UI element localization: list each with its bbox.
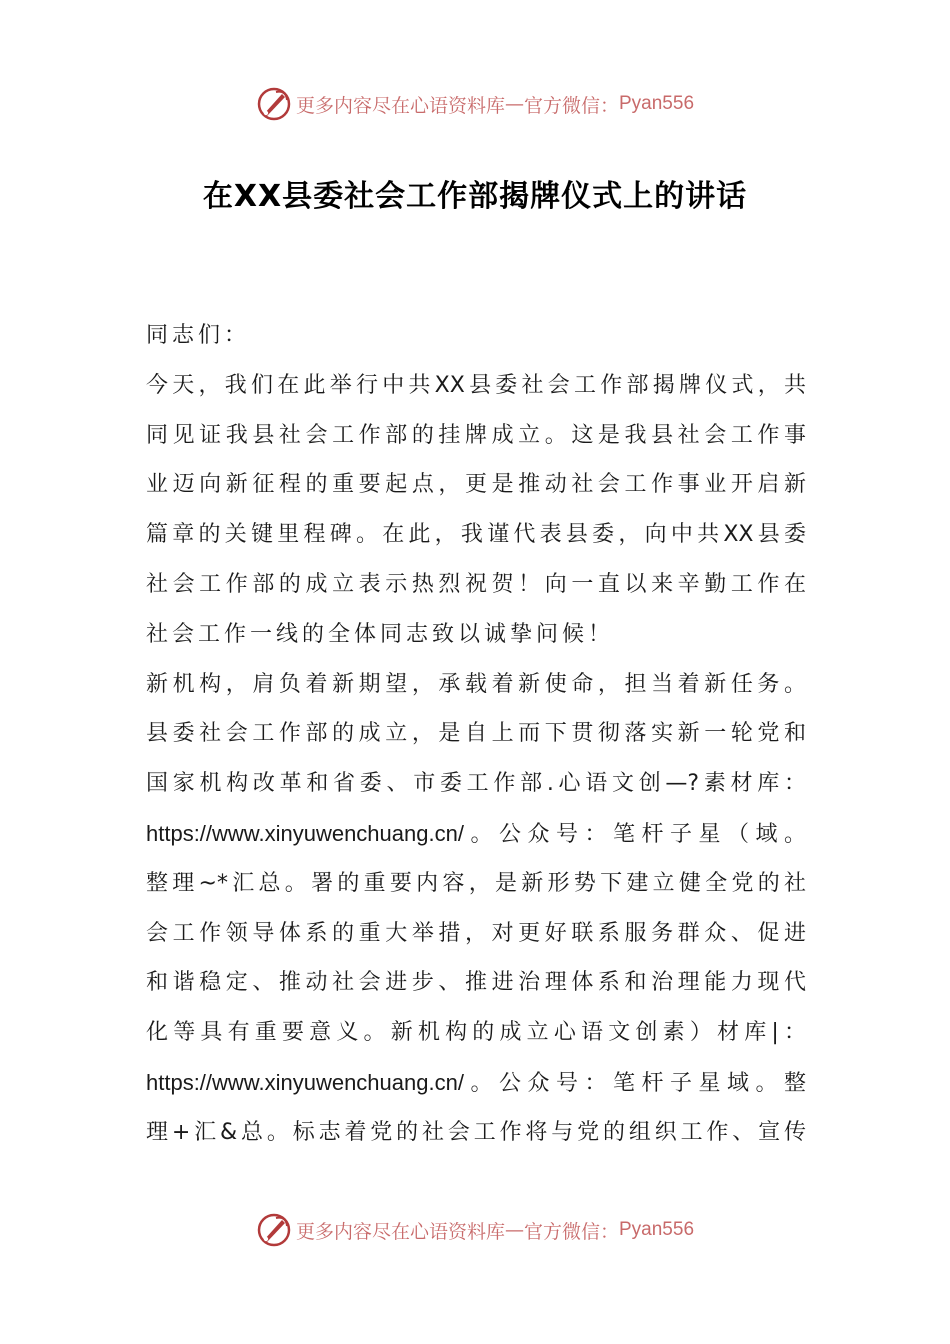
quill-logo-icon <box>256 1212 292 1248</box>
text-line: 县委社会工作部的成立，是自上而下贯彻落实新一轮党和 <box>146 721 806 747</box>
document-body <box>146 311 806 1158</box>
banner-dash: — <box>504 1219 524 1241</box>
text-line: https://www.xinyuwenchuang.cn/。公众号：笔杆子星域。整 <box>146 1069 806 1095</box>
text-line: 和谐稳定、推动社会进步、推进治理体系和治理能力现代 <box>146 970 806 996</box>
text-line: https://www.xinyuwenchuang.cn/。公众号：笔杆子星（域。 <box>146 820 806 846</box>
footer-banner <box>0 1208 950 1252</box>
document-title: 在XX县委社会工作部揭牌仪式上的讲话 <box>202 179 748 214</box>
text-line: 同见证我县社会工作部的挂牌成立。这是我县社会工作事 <box>146 422 806 448</box>
banner-official: 官方微信： <box>523 94 619 117</box>
text-line: 国家机构改革和省委、市委工作部.心语文创—?素材库： <box>146 771 806 797</box>
text-line: 会工作领导体系的重大举措，对更好联系服务群众、促进 <box>146 920 806 946</box>
banner-text: 更多内容尽在心语资料库 <box>295 94 505 117</box>
text-line: 社会工作一线的全体同志致以诚挚问候！ <box>146 621 615 647</box>
text-line: 篇章的关键里程碑。在此，我谨代表县委，向中共XX县委 <box>146 522 806 548</box>
text-line: 整理~*汇总。署的重要内容，是新形势下建立健全党的社 <box>146 870 806 896</box>
text-line: 今天，我们在此举行中共XX县委社会工作部揭牌仪式，共 <box>146 372 806 398</box>
quill-logo-icon <box>256 86 292 122</box>
banner-official: 官方微信： <box>523 1220 619 1243</box>
banner-dash: — <box>504 93 524 115</box>
text-line: 化等具有重要意义。新机构的成立心语文创素）材库|： <box>146 1020 806 1046</box>
text-line: 同志们： <box>146 323 251 348</box>
text-line: 社会工作部的成立表示热烈祝贺！向一直以来辛勤工作在 <box>146 571 806 597</box>
text-line: 理+汇&总。标志着党的社会工作将与党的组织工作、宣传 <box>146 1119 806 1145</box>
header-banner <box>0 82 950 126</box>
banner-text: 更多内容尽在心语资料库 <box>295 1220 505 1243</box>
text-line: 业迈向新征程的重要起点，更是推动社会工作事业开启新 <box>146 472 806 498</box>
banner-wechat-id: Pyan556 <box>619 1219 695 1240</box>
banner-wechat-id: Pyan556 <box>619 93 695 114</box>
text-line: 新机构，肩负着新期望，承载着新使命，担当着新任务。 <box>146 671 806 697</box>
